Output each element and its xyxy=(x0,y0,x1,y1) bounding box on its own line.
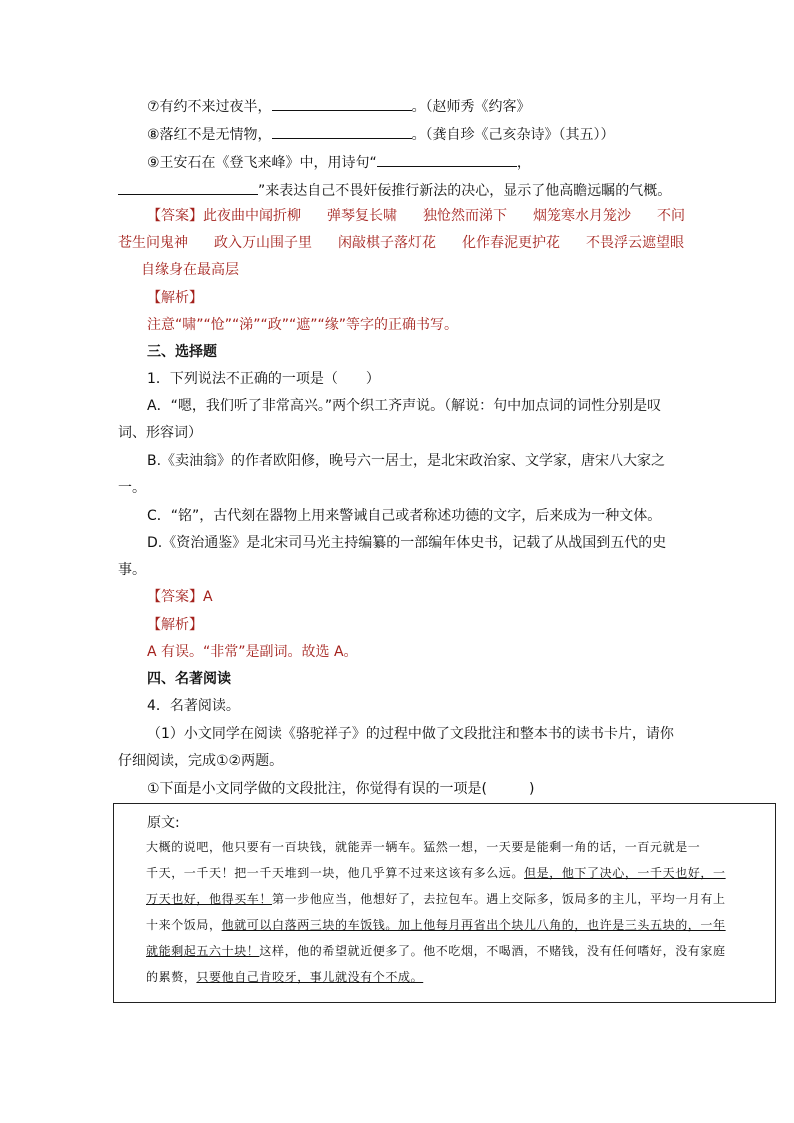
section-heading-4: 四、名著阅读 xyxy=(147,671,231,687)
answer-blank xyxy=(118,180,258,195)
poem-line-7-prefix: ⑦有约不来过夜半， xyxy=(147,99,272,115)
answer-item: 化作春泥更护花 xyxy=(462,235,560,251)
answer-label: 【答案】 xyxy=(147,208,203,224)
analysis-label-2: 【解析】 xyxy=(147,617,203,633)
excerpt-line-4 xyxy=(146,916,726,934)
poem-line-8-suffix: 。（龚自珍《己亥杂诗》（其五）） xyxy=(411,127,615,143)
excerpt-title: 原文: xyxy=(147,815,180,831)
excerpt-text: 千天，一千天！把一千天堆到一块，他几乎算不过来这该有多么远。 xyxy=(146,866,525,880)
answer-line-1 xyxy=(147,206,685,226)
sub-question-line-1: （1）小文同学在阅读《骆驼祥子》的过程中做了文段批注和整本书的读书卡片，请你 xyxy=(147,726,674,742)
poem-line-8-prefix: ⑧落红不是无情物， xyxy=(147,127,272,143)
excerpt-box xyxy=(113,803,776,1003)
excerpt-text: 第一步他应当，他想好了，去拉包车。遇上交际多，饭局多的主儿，平均一月有上 xyxy=(272,892,726,906)
poem-line-9-prefix: ⑨王安石在《登飞来峰》中，用诗句“ xyxy=(147,155,377,171)
poem-line-8 xyxy=(147,124,615,145)
excerpt-line-2 xyxy=(146,864,726,882)
answer-blank xyxy=(377,152,517,167)
answer-item: 政入万山围子里 xyxy=(214,235,312,251)
option-d-line-2: 事。 xyxy=(118,562,146,578)
answer-line-3: 自缘身在最高层 xyxy=(141,262,239,278)
excerpt-text: 的累赘， xyxy=(146,970,197,984)
excerpt-text: 这样，他的希望就近便多了。他不吃烟，不喝酒，不赌钱，没有任何嗜好，没有家庭 xyxy=(259,944,726,958)
option-a-line-2: 词、形容词） xyxy=(118,425,202,441)
excerpt-line-6 xyxy=(146,968,423,986)
answer-item: 苍生问鬼神 xyxy=(118,235,188,251)
poem-line-9-cont xyxy=(118,180,671,201)
answer-blank xyxy=(272,124,412,139)
analysis-label: 【解析】 xyxy=(147,290,203,306)
option-b-line-1: B.《卖油翁》的作者欧阳修，晚号六一居士，是北宋政治家、文学家，唐宋八大家之 xyxy=(147,453,666,469)
answer-blank xyxy=(272,96,412,111)
section-heading-3: 三、选择题 xyxy=(147,344,217,360)
underlined-annotation: 但是，他下了决心，一千天也好，一 xyxy=(524,866,726,880)
excerpt-line-3 xyxy=(146,890,726,908)
analysis-text: 注意“啸”“怆”“涕”“政”“遮”“缘”等字的正确书写。 xyxy=(147,317,459,333)
option-b-line-2: 一。 xyxy=(118,480,146,496)
answer-item: 独怆然而涕下 xyxy=(423,208,507,224)
option-c: C．“铭”，古代刻在器物上用来警诫自己或者称述功德的文字，后来成为一种文体。 xyxy=(147,508,662,524)
analysis-text-2: A 有误。“非常”是副词。故选 A。 xyxy=(147,644,358,660)
sub-question-prompt: ①下面是小文同学做的文段批注，你觉得有误的一项是( ) xyxy=(147,781,535,797)
answer-item: 烟笼寒水月笼沙 xyxy=(533,208,631,224)
underlined-annotation: 就能剩起五六十块！ xyxy=(146,944,260,958)
poem-line-9-cont-text: ”来表达自己不畏奸佞推行新法的决心，显示了他高瞻远瞩的气概。 xyxy=(258,183,672,199)
excerpt-text: 十来个饭局， xyxy=(146,918,222,932)
poem-line-9-suffix: ， xyxy=(516,155,531,171)
answer-item: 闲敲棋子落灯花 xyxy=(338,235,436,251)
poem-line-7 xyxy=(147,96,531,117)
excerpt-line-5 xyxy=(146,942,726,960)
underlined-annotation: 他就可以白落两三块的车饭钱。加上他每月再省出个块儿八角的，也许是三头五块的，一年 xyxy=(221,918,726,932)
excerpt-line-1: 大概的说吧，他只要有一百块钱，就能弄一辆车。猛然一想，一天要是能剩一角的话，一百元就是一 xyxy=(146,840,701,854)
poem-line-9 xyxy=(147,152,531,173)
answer-item: 不畏浮云遮望眼 xyxy=(586,235,684,251)
answer-2: 【答案】A xyxy=(147,589,213,605)
sub-question-line-2: 仔细阅读，完成①②两题。 xyxy=(118,753,284,769)
option-a-line-1: A．“嗯，我们听了非常高兴。”两个织工齐声说。（解说：句中加点词的词性分别是叹 xyxy=(147,398,662,414)
option-d-line-1: D.《资治通鉴》是北宋司马光主持编纂的一部编年体史书，记载了从战国到五代的史 xyxy=(147,535,667,551)
underlined-annotation: 只要他自己肯咬牙，事儿就没有个不成。 xyxy=(196,970,424,984)
answer-line-2 xyxy=(118,233,684,253)
poem-line-7-suffix: 。（赵师秀《约客》 xyxy=(411,99,531,115)
underlined-annotation: 万天也好，他得买车！ xyxy=(146,892,273,906)
answer-item: 弹琴复长啸 xyxy=(327,208,397,224)
answer-item: 不问 xyxy=(657,208,685,224)
question-1: 1．下列说法不正确的一项是（ ） xyxy=(147,371,380,387)
answer-item: 此夜曲中闻折柳 xyxy=(203,208,301,224)
question-4: 4．名著阅读。 xyxy=(147,698,240,714)
